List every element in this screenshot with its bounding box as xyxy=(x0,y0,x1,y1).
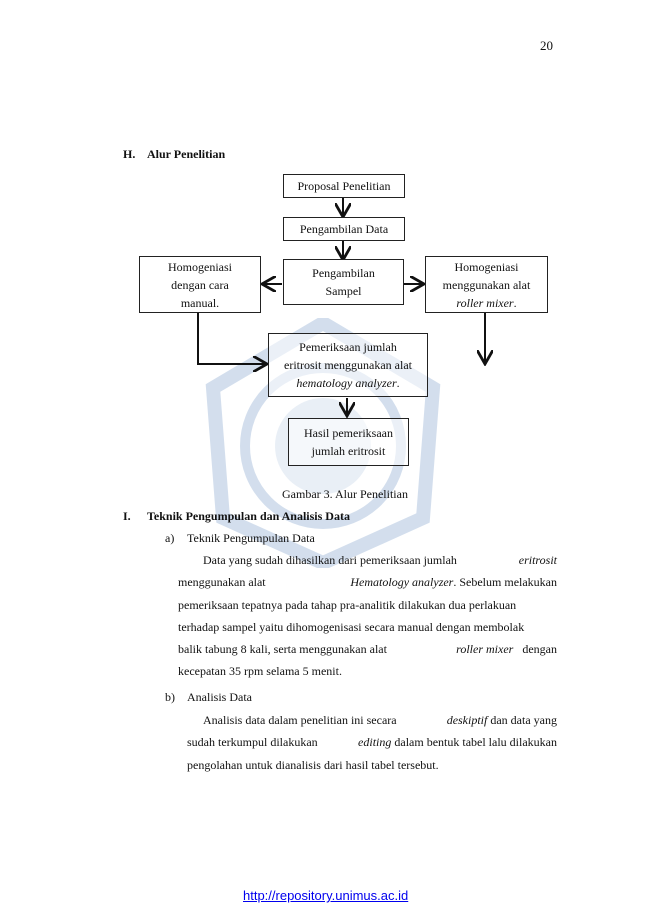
section-h-label: H. xyxy=(123,147,136,161)
para-a-line6: kecepatan 35 rpm selama 5 menit. xyxy=(178,664,342,679)
para-b-line3: pengolahan untuk dianalisis dari hasil tabel tersebut. xyxy=(187,757,439,772)
box-hasil-line2: jumlah eritrosit xyxy=(311,444,386,458)
para-b-line2-rest xyxy=(358,731,557,753)
box-pengambilan-sampel xyxy=(283,259,404,305)
box-pengambilan-data-label: Pengambilan Data xyxy=(299,222,389,236)
figure-caption: Gambar 3. Alur Penelitian xyxy=(282,487,408,501)
box-right-line2: menggunakan alat xyxy=(442,277,531,292)
repository-link[interactable]: http://repository.unimus.ac.id xyxy=(243,888,409,903)
para-a-line1-text: Data yang sudah dihasilkan dari pemeriksaan jumlah xyxy=(203,553,457,567)
para-a-line4: terhadap sampel yaitu dihomogenisasi secara manual dengan membolak xyxy=(178,619,525,634)
box-left-line1: Homogeniasi xyxy=(168,259,232,274)
box-hasil-line1: Hasil pemeriksaan xyxy=(304,426,393,440)
para-b-line1-tail: dan data yang xyxy=(490,713,557,727)
para-a-line5-tail: dengan xyxy=(522,642,557,657)
box-left-line3: manual. xyxy=(180,295,220,310)
para-a-line2-text: menggunakan alat xyxy=(178,575,266,590)
para-b-line1 xyxy=(187,709,557,731)
para-a-line5-rest xyxy=(456,638,557,660)
box-pemeriksaan-line1: Pemeriksaan jumlah xyxy=(299,340,397,354)
para-b-line2-tail: dalam bentuk tabel lalu dilakukan xyxy=(394,735,557,750)
box-right-line3: roller mixer. xyxy=(456,295,517,310)
box-homogeniasi-roller xyxy=(425,256,548,313)
para-b-line1-rest xyxy=(447,709,557,731)
para-a-line2-italic: Hematology analyzer xyxy=(350,575,454,590)
para-a-line5-italic: roller mixer xyxy=(456,642,514,657)
para-a-line2 xyxy=(178,571,557,593)
box-proposal-label: Proposal Penelitian xyxy=(297,179,391,193)
page-number: 20 xyxy=(540,38,553,53)
paragraph-b xyxy=(187,709,557,776)
section-i-title: Teknik Pengumpulan dan Analisis Data xyxy=(147,509,350,523)
box-pemeriksaan-line2: eritrosit menggunakan alat xyxy=(284,358,412,372)
section-i-label: I. xyxy=(123,509,131,523)
subsection-a-title: Teknik Pengumpulan Data xyxy=(187,531,315,545)
para-a-line5-text: balik tabung 8 kali, serta menggunakan alat xyxy=(178,642,387,657)
para-b-line2 xyxy=(187,731,557,753)
box-sampel-line1: Pengambilan xyxy=(312,266,375,280)
paragraph-a xyxy=(178,549,557,683)
para-a-line2-tail: . Sebelum melakukan xyxy=(453,575,557,590)
para-a-line2-rest xyxy=(350,571,557,593)
box-proposal xyxy=(283,174,405,198)
box-homogeniasi-manual xyxy=(139,256,261,313)
para-a-line3: pemeriksaan tepatnya pada tahap pra-analitik dilakukan dua perlakuan xyxy=(178,597,517,612)
box-sampel-line2: Sampel xyxy=(325,284,362,298)
subsection-a-label: a) xyxy=(165,531,175,545)
box-pemeriksaan xyxy=(268,333,428,397)
para-b-line1-italic: deskiptif xyxy=(446,713,488,727)
subsection-b-title: Analisis Data xyxy=(187,690,252,704)
subsection-b-label: b) xyxy=(165,690,175,704)
box-pemeriksaan-italic: hematology analyzer xyxy=(296,376,397,390)
para-a-line5 xyxy=(178,638,557,660)
para-b-line2-italic: editing xyxy=(358,735,392,750)
box-right-line1: Homogeniasi xyxy=(454,259,519,274)
box-pengambilan-data xyxy=(283,217,405,241)
box-pemeriksaan-line3: hematology analyzer. xyxy=(296,376,400,390)
para-b-line1-text: Analisis data dalam penelitian ini secara xyxy=(203,713,397,727)
para-a-line1 xyxy=(178,549,557,571)
section-h-title: Alur Penelitian xyxy=(147,147,226,161)
box-left-line2: dengan cara xyxy=(171,277,229,292)
box-right-italic: roller mixer xyxy=(456,295,514,310)
box-hasil xyxy=(288,418,409,466)
para-a-line1-italic: eritrosit xyxy=(518,553,557,567)
para-b-line2-text: sudah terkumpul dilakukan xyxy=(187,735,318,750)
